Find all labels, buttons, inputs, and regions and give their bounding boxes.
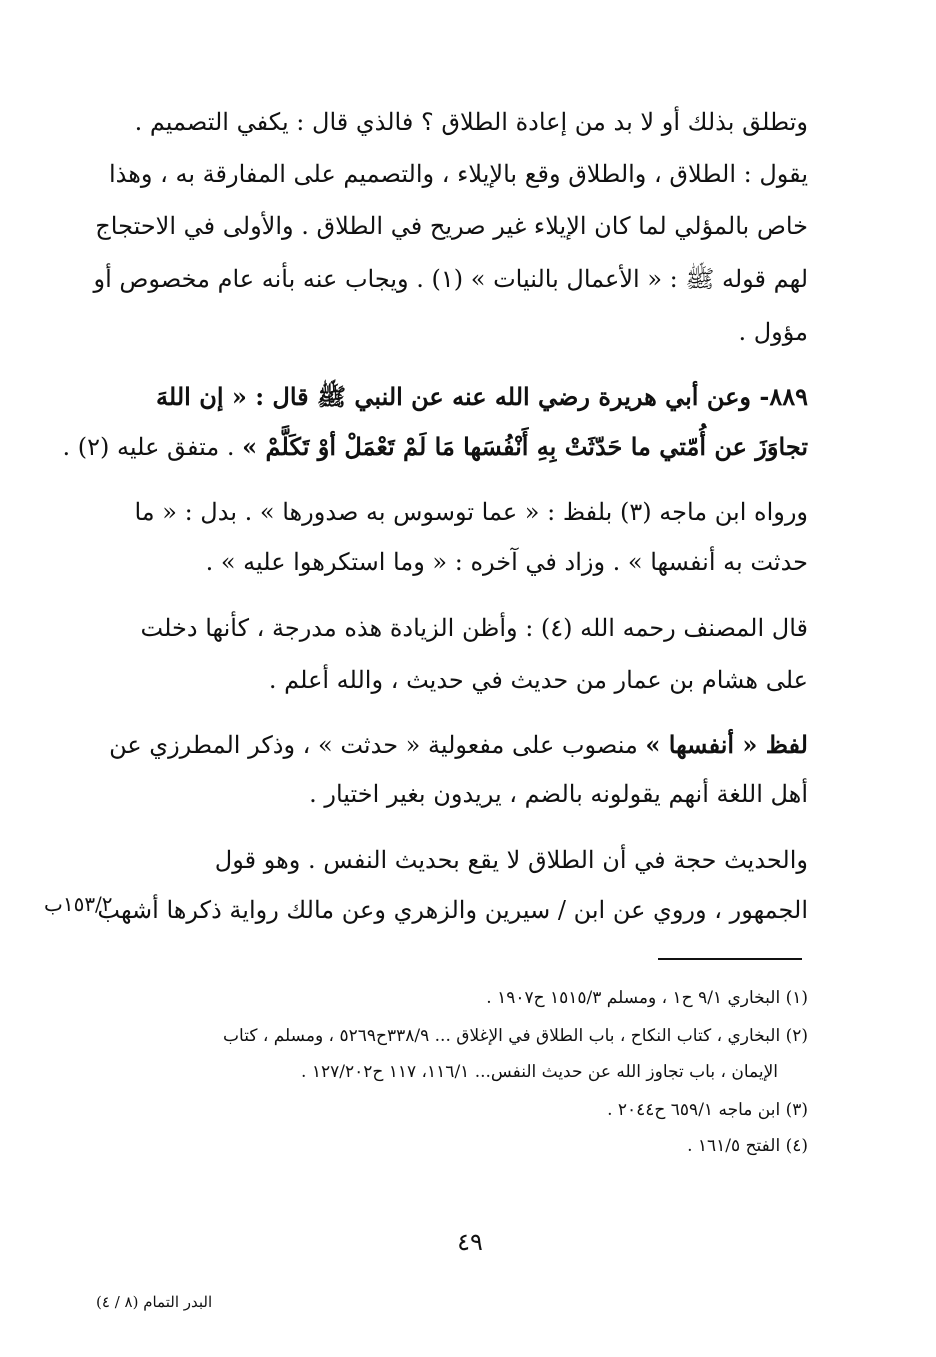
page-number: ٤٩ — [457, 1228, 483, 1256]
text-line-5: مؤول . — [738, 318, 808, 346]
para5-line-1: والحديث حجة في أن الطلاق لا يقع بحديث النفس . وهو قول — [214, 846, 808, 874]
para2-line-2: حدثت به أنفسها » . وزاد في آخره : « وما استكرهوا عليه » . — [205, 548, 808, 576]
running-footer: البدر التمام (٨ / ٤) — [96, 1293, 213, 1311]
footnote-separator — [658, 958, 802, 960]
hadith-source: . متفق عليه (٢) . — [62, 433, 243, 461]
para4-line-2: أهل اللغة أنهم يقولونه بالضم ، يريدون بغير اختيار . — [309, 780, 808, 808]
footnote-2-continued: الإيمان ، باب تجاوز الله عن حديث النفس... ١١٦/١، ١١٧ ح١٢٧/٢٠٢ . — [301, 1062, 778, 1082]
para4-rest: منصوب على مفعولية « حدثت » ، وذكر المطرزي عن — [109, 731, 646, 759]
footnote-3: (٣) ابن ماجه ٦٥٩/١ ح٢٠٤٤ . — [607, 1100, 808, 1120]
para5-line-2: الجمهور ، وروي عن ابن / سيرين والزهري وعن مالك رواية ذكرها أشهب — [97, 896, 808, 924]
para4-line-1 — [109, 730, 808, 759]
hadith-line-1: ٨٨٩- وعن أبي هريرة رضي الله عنه عن النبي ﷺ قال : « إن اللهَ — [156, 382, 808, 411]
footnote-2: (٢) البخاري ، كتاب النكاح ، باب الطلاق في الإغلاق ... ٣٣٨/٩ح٥٢٦٩ ، ومسلم ، كتاب — [223, 1026, 808, 1046]
text-line-2: يقول : الطلاق ، والطلاق وقع بالإيلاء ، والتصميم على المفارقة به ، وهذا — [108, 160, 808, 188]
hadith-text: تجاوَزَ عن أُمّتي ما حَدّثَتْ بِهِ أَنْفُسَها مَا لَمْ تَعْمَلْ أوْ تَكَلَّمْ » — [242, 432, 808, 461]
hadith-line-2 — [62, 432, 808, 461]
text-line-1: وتطلق بذلك أو لا بد من إعادة الطلاق ؟ فالذي قال : يكفي التصميم . — [134, 108, 808, 136]
footnote-4: (٤) الفتح ١٦١/٥ . — [687, 1136, 808, 1156]
text-line-4: لهم قوله ﷺ : « الأعمال بالنيات » (١) . ويجاب عنه بأنه عام مخصوص أو — [93, 265, 808, 293]
manuscript-folio-note: ١٥٣/٢ب — [44, 892, 113, 916]
para2-line-1: ورواه ابن ماجه (٣) بلفظ : « عما توسوس به صدورها » . بدل : « ما — [134, 498, 808, 526]
footnote-1: (١) البخاري ٩/١ ح١ ، ومسلم ١٥١٥/٣ ح١٩٠٧ . — [486, 988, 808, 1008]
text-line-3: خاص بالمؤلي لما كان الإيلاء غير صريح في الطلاق . والأولى في الاحتجاج — [95, 212, 808, 240]
para3-line-2: على هشام بن عمار من حديث في حديث ، والله أعلم . — [268, 666, 808, 694]
para4-bold: لفظ « أنفسها » — [645, 730, 808, 759]
para3-line-1: قال المصنف رحمه الله (٤) : وأظن الزيادة هذه مدرجة ، كأنها دخلت — [140, 614, 808, 642]
